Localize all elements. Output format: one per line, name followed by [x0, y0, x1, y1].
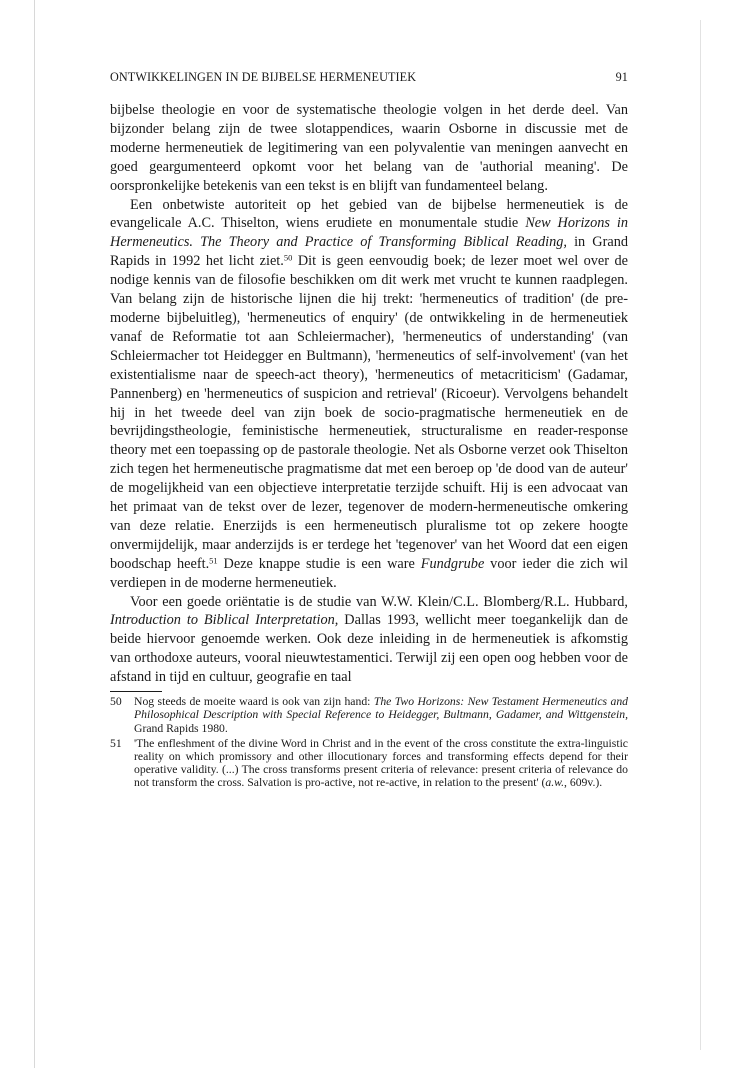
- running-title: ONTWIKKELINGEN IN DE BIJBELSE HERMENEUTIEK: [110, 70, 417, 84]
- paragraph-2: [110, 196, 628, 593]
- footnote-50-text-b: Grand Rapids 1980.: [134, 721, 228, 735]
- paragraph-2-text-d: Deze knappe studie is een ware: [217, 555, 421, 572]
- footnote-50-book-title: The Two Horizons: New Testament Hermeneutics and Philosophical Description with Special Reference to Heidegger, Bultmann, Gadamer, and Wittgenstein,: [134, 695, 629, 722]
- book-title-introduction: Introduction to Biblical Interpretation,: [110, 612, 339, 629]
- footnote-ref-50[interactable]: 50: [283, 252, 293, 263]
- paragraph-3: [110, 593, 628, 688]
- footnote-51-citation: a.w.: [545, 776, 564, 790]
- paragraph-1: [110, 101, 628, 196]
- footnote-51-text-a: 'The enfleshment of the divine Word in Christ and in the event of the cross constitute the extra-linguistic reality on which promissory and other illocutionary forces and transforming effects depend for their operative validity. (...) The cross transforms present criteria of relevance: present criteria of relevance do not transform the cross. Salvation is pro-active, not re-active, in relation to the present' (: [134, 736, 628, 790]
- footnotes: [110, 695, 628, 789]
- body-text: [110, 101, 628, 687]
- paragraph-2-text-b: in Grand Rapids in 1992 het licht ziet.: [110, 234, 629, 270]
- paragraph-3-text-b: Dallas 1993, wellicht meer toegankelijk dan de beide hiervoor genoemde werken. Ook deze inleiding in de hermeneutiek is afkomstig van orthodoxe auteurs, vooral nieuwtestamentici. Terwijl zij een open oog hebben voor de afstand in tijd en cultuur, geografie en taal: [110, 612, 628, 686]
- footnote-ref-51[interactable]: 51: [209, 555, 218, 566]
- footnote-separator: [110, 691, 162, 692]
- page-binding-edge: [34, 0, 35, 1068]
- footnote-51-text-b: , 609v.).: [564, 776, 603, 790]
- footnote-50: [110, 695, 628, 735]
- footnote-text: [134, 737, 628, 790]
- footnote-number: 51: [110, 736, 122, 750]
- paragraph-2-text-c: Dit is geen eenvoudig boek; de lezer moet wel over de nodige kennis van de filosofie beschikken om dit werk met vrucht te kunnen raadplegen. Van belang zijn de historische lijnen die hij trekt: 'hermeneutics of tradition' (de pre-moderne bijbeluitleg), 'hermeneutics of enquiry' (de ontwikkeling in de hermeneutiek vanaf de Reformatie tot aan Schleiermacher), 'hermeneutics of understanding' (van Schleiermacher tot Heidegger en Bultmann), 'hermeneutics of self-involvement' (van het existentialisme naar de speech-act theory), 'hermeneutics of metacriticism' (Gadamar, Pannenberg) en 'hermeneutics of suspicion and retrieval' (Ricoeur). Vervolgens behandelt hij in het tweede deel van zijn boek de socio-pragmatische hermeneutiek en de bevrijdingstheologie, feministische hermeneutiek, structuralisme en reader-response theory met een toepassing op de pastorale theologie. Net als Osborne verzet ook Thiselton zich tegen het hermeneutische pragmatisme dat met een beroep op 'de dood van de auteur' de mogelijkheid van een objectieve interpretatie terzijde schuift. Hij is een advocaat van het primaat van de tekst over de lezer, tegenover de modern-hermeneutische omkering van deze relatie. Enerzijds is een hermeneutisch pluralisme tot op zekere hoogte onvermijdelijk, maar anderzijds is er terdege het 'tegenover' van het Woord dat een eigen boodschap heeft.: [110, 253, 628, 572]
- page-number: 91: [615, 70, 628, 84]
- running-header: [110, 70, 628, 85]
- fundgrube-term: Fundgrube: [420, 555, 485, 572]
- paragraph-2-text-e: voor ieder die zich wil verdiepen in de moderne hermeneutiek.: [110, 555, 628, 591]
- footnote-50-text-a: Nog steeds de moeite waard is ook van zijn hand:: [134, 695, 374, 709]
- book-page: [110, 70, 628, 792]
- paragraph-3-text-a: Voor een goede oriëntatie is de studie van W.W. Klein/C.L. Blomberg/R.L. Hubbard,: [130, 593, 628, 610]
- book-title-new-horizons: New Horizons in Hermeneutics. The Theory and Practice of Transforming Biblical Reading,: [110, 215, 628, 251]
- footnote-text: [134, 695, 628, 735]
- footnote-51: [110, 737, 628, 790]
- page-right-edge: [700, 20, 701, 1050]
- paragraph-1-text: bijbelse theologie en voor de systematische theologie volgen in het derde deel. Van bijzonder belang zijn de twee slotappendices, waarin Osborne in discussie met de moderne hermeneutiek de legitimering van een polyvalentie van meningen aanvecht en goed geargumenteerd opkomt voor het belang van de 'authorial meaning'. De oorspronkelijke betekenis van een tekst is en blijft van fundamenteel belang.: [110, 102, 628, 194]
- paragraph-2-text-a: Een onbetwiste autoriteit op het gebied van de bijbelse hermeneutiek is de evangelicale A.C. Thiselton, wiens erudiete en monumentale studie: [110, 196, 628, 232]
- footnote-number: 50: [110, 695, 122, 709]
